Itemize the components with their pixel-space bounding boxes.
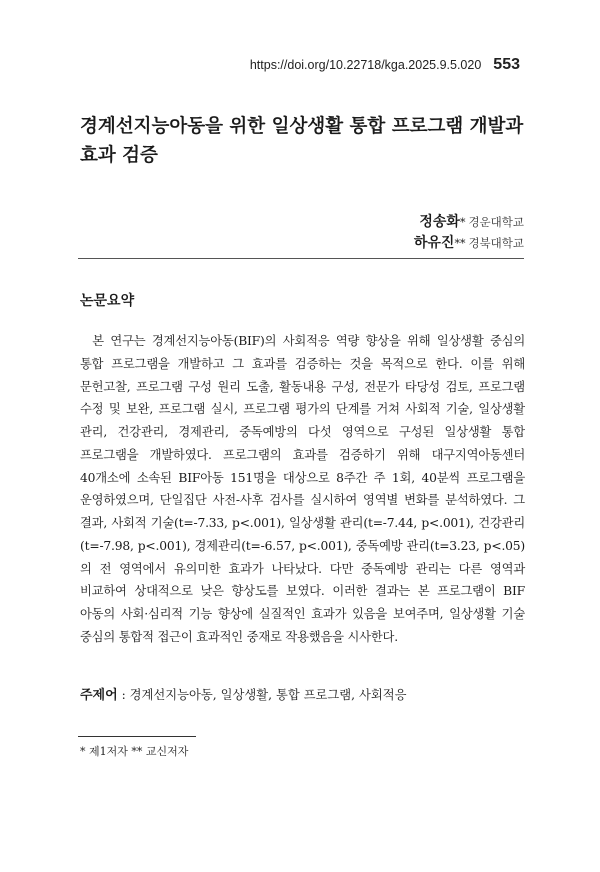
- abstract-heading: 논문요약: [80, 293, 135, 309]
- author-mark: **: [454, 237, 466, 250]
- footnote-divider: [78, 736, 196, 737]
- author-entry-1: [414, 212, 524, 233]
- author-name: 하유진: [413, 235, 455, 251]
- author-entry-2: [414, 233, 524, 254]
- paper-title: 경계선지능아동을 위한 일상생활 통합 프로그램 개발과 효과 검증: [80, 116, 524, 166]
- doi-link[interactable]: https://doi.org/10.22718/kga.2025.9.5.020: [249, 58, 482, 72]
- footnote: * 제1저자 ** 교신저자: [80, 745, 189, 758]
- author-list: [414, 212, 524, 254]
- keywords-separator: :: [117, 688, 130, 702]
- author-affiliation: 경운대학교: [468, 215, 524, 229]
- keywords-line: [80, 684, 525, 703]
- keywords-label: 주제어: [80, 688, 118, 703]
- abstract-body: 본 연구는 경계선지능아동(BIF)의 사회적응 역량 향상을 위해 일상생활 중심의 통합 프로그램을 개발하고 그 효과를 검증하는 것을 목적으로 한다. 이를 위해 문헌고찰, 프로그램 구성 원리 도출, 활동내용 구성, 전문가 타당성 검토, 프로그램 수정 및 보완, 프로그램 실시, 프로그램 평가의 단계를 거쳐 사회적 기술, 일상생활 관리, 건강관리, 경제관리, 중독예방의 다섯 영역으로 구성된 일상생활 통합 프로그램을 개발하였다. 프로그램의 효과를 검증하기 위해 대구지역아동센터 40개소에 소속된 BIF아동 151명을 대상으로 8주간 주 1회, 40분씩 프로그램을 운영하였으며, 단일집단 사전-사후 검사를 실시하여 영역별 변화를 분석하였다. 그 결과, 사회적 기술(t=-7.33, p<.001), 일상생활 관리(t=-7.44, p<.001), 건강관리(t=-7.98, p<.001), 경제관리(t=-6.57, p<.001), 중독예방 관리(t=3.23, p<.05)의 전 영역에서 유의미한 효과가 나타났다. 다만 중독예방 관리는 다른 영역과 비교하여 상대적으로 낮은 향상도를 보였다. 이러한 결과는 본 프로그램이 BIF 아동의 사회·심리적 기능 향상에 실질적인 효과가 있음을 보여주며, 일상생활 기술 중심의 통합적 접근이 효과적인 중재로 작용했음을 시사한다.: [80, 334, 525, 644]
- header-divider: [78, 258, 524, 259]
- running-header: [250, 56, 520, 74]
- page-number: 553: [493, 56, 520, 73]
- keywords-text: 경계선지능아동, 일상생활, 통합 프로그램, 사회적응: [129, 688, 407, 702]
- author-affiliation: 경북대학교: [468, 236, 524, 250]
- author-name: 정송화: [419, 214, 460, 230]
- author-mark: *: [459, 216, 466, 229]
